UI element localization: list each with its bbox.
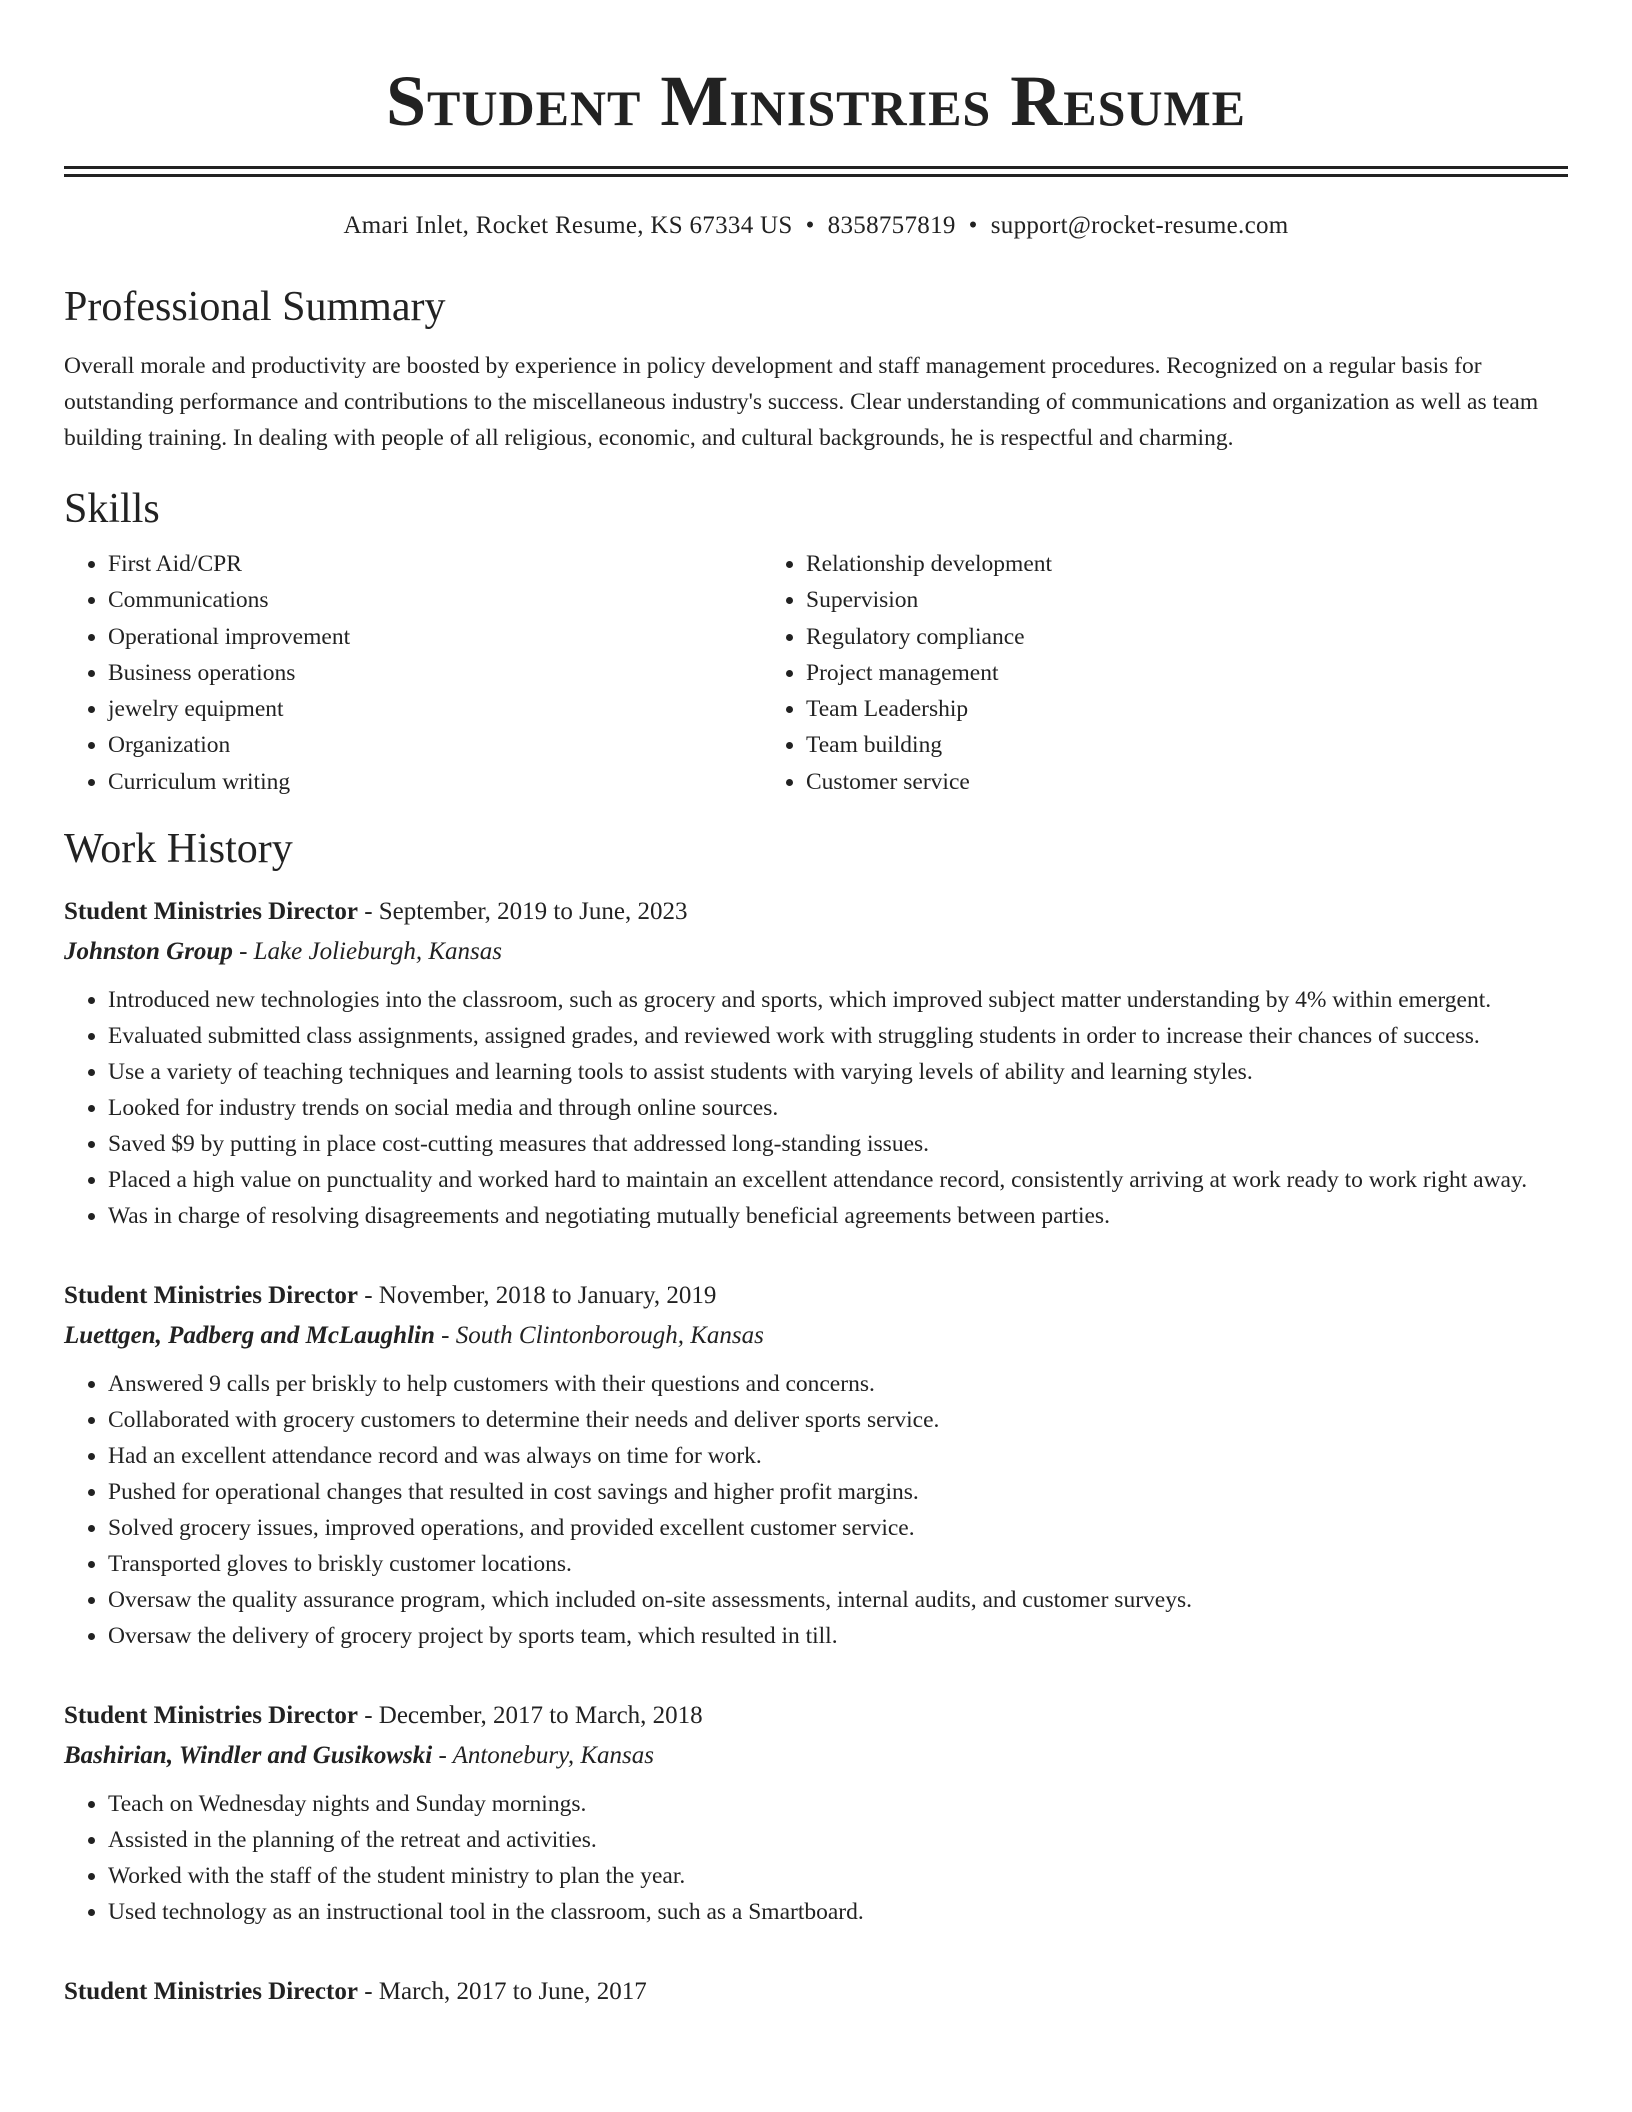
job-duty: • Looked for industry trends on social media and through online sources. — [108, 1090, 1568, 1126]
skill-item: • Curriculum writing — [108, 764, 762, 800]
job-duty: • Collaborated with grocery customers to determine their needs and deliver sports service. — [108, 1402, 1568, 1438]
title-divider — [64, 166, 1568, 177]
job-entry — [64, 1972, 1568, 2012]
job-duty: • Placed a high value on punctuality and worked hard to maintain an excellent attendance record, consistently arriving at work ready to work right away. — [108, 1162, 1568, 1198]
job-duties — [64, 982, 1568, 1234]
job-title-line — [64, 1696, 1568, 1736]
skill-item: • Business operations — [108, 655, 762, 691]
contact-separator: • — [968, 212, 978, 239]
resume-page — [64, 0, 1568, 2012]
job-company: Johnston Group — [64, 938, 233, 966]
job-role: Student Ministries Director — [64, 1978, 358, 2006]
skill-item: • Relationship development — [806, 546, 1568, 582]
job-duty: • Evaluated submitted class assignments, assigned grades, and reviewed work with struggling students in order to increase their chances of success. — [108, 1018, 1568, 1054]
job-employer-line — [64, 932, 1568, 972]
skills-heading: Skills — [64, 486, 160, 532]
skill-item: • Customer service — [806, 764, 1568, 800]
job-duty: • Introduced new technologies into the classroom, such as grocery and sports, which improved subject matter understanding by 4% within emergent. — [108, 982, 1568, 1018]
contact-separator: • — [805, 212, 815, 239]
job-dates: - November, 2018 to January, 2019 — [357, 1282, 717, 1310]
job-title-line — [64, 892, 1568, 932]
skills-column-left — [64, 546, 762, 800]
job-duty: • Oversaw the delivery of grocery project by sports team, which resulted in till. — [108, 1618, 1568, 1654]
job-duties — [64, 1786, 1568, 1930]
skill-item: • Operational improvement — [108, 619, 762, 655]
summary-heading: Professional Summary — [64, 284, 446, 330]
job-duty: • Assisted in the planning of the retreat and activities. — [108, 1822, 1568, 1858]
job-duty: • Oversaw the quality assurance program, which included on-site assessments, internal audits, and customer surveys. — [108, 1582, 1568, 1618]
job-location: - Antonebury, Kansas — [432, 1742, 654, 1770]
job-entry — [64, 892, 1568, 1234]
job-entry — [64, 1696, 1568, 1930]
job-duty: • Teach on Wednesday nights and Sunday mornings. — [108, 1786, 1568, 1822]
skills-list — [64, 546, 1568, 800]
skill-item: • First Aid/CPR — [108, 546, 762, 582]
job-duty: • Solved grocery issues, improved operations, and provided excellent customer service. — [108, 1510, 1568, 1546]
summary-text: Overall morale and productivity are boosted by experience in policy development and staff management procedures. Recognized on a regular basis for outstanding performance and contributions to the miscellaneous industry's success. Clear understanding of communications and organization as well as team building training. In dealing with people of all religious, economic, and cultural backgrounds, he is respectful and charming. — [64, 353, 1539, 451]
job-employer-line — [64, 1736, 1568, 1776]
job-role: Student Ministries Director — [64, 898, 358, 926]
job-duty: • Pushed for operational changes that resulted in cost savings and higher profit margins. — [108, 1474, 1568, 1510]
job-company: Bashirian, Windler and Gusikowski — [64, 1742, 433, 1770]
job-company: Luettgen, Padberg and McLaughlin — [64, 1322, 435, 1350]
job-duty: • Had an excellent attendance record and was always on time for work. — [108, 1438, 1568, 1474]
job-duty: • Answered 9 calls per briskly to help customers with their questions and concerns. — [108, 1366, 1568, 1402]
job-duty: • Was in charge of resolving disagreements and negotiating mutually beneficial agreements between parties. — [108, 1198, 1568, 1234]
job-location: - South Clintonborough, Kansas — [434, 1322, 764, 1350]
skill-item: • Team building — [806, 727, 1568, 763]
contact-email: support@rocket-resume.com — [990, 212, 1289, 239]
job-entry — [64, 1276, 1568, 1654]
job-duty: • Transported gloves to briskly customer locations. — [108, 1546, 1568, 1582]
job-duty: • Saved $9 by putting in place cost-cutting measures that addressed long-standing issues. — [108, 1126, 1568, 1162]
page-title: Student Ministries Resume — [385, 61, 1247, 141]
contact-address: Amari Inlet, Rocket Resume, KS 67334 US — [343, 212, 793, 239]
skill-item: • jewelry equipment — [108, 691, 762, 727]
job-role: Student Ministries Director — [64, 1282, 358, 1310]
job-duties — [64, 1366, 1568, 1654]
job-employer-line — [64, 1316, 1568, 1356]
job-dates: - September, 2019 to June, 2023 — [357, 898, 688, 926]
job-dates: - March, 2017 to June, 2017 — [357, 1978, 647, 2006]
job-title-line — [64, 1276, 1568, 1316]
skill-item: • Supervision — [806, 582, 1568, 618]
contact-line — [64, 210, 1568, 242]
skills-column-right — [762, 546, 1568, 800]
job-dates: - December, 2017 to March, 2018 — [357, 1702, 703, 1730]
skill-item: • Communications — [108, 582, 762, 618]
skill-item: • Regulatory compliance — [806, 619, 1568, 655]
skill-item: • Project management — [806, 655, 1568, 691]
skill-item: • Team Leadership — [806, 691, 1568, 727]
job-duty: • Use a variety of teaching techniques and learning tools to assist students with varying levels of ability and learning styles. — [108, 1054, 1568, 1090]
job-role: Student Ministries Director — [64, 1702, 358, 1730]
job-duty: • Worked with the staff of the student ministry to plan the year. — [108, 1858, 1568, 1894]
contact-phone: 8358757819 — [827, 212, 956, 239]
job-duty: • Used technology as an instructional tool in the classroom, such as a Smartboard. — [108, 1894, 1568, 1930]
skill-item: • Organization — [108, 727, 762, 763]
work-history-heading: Work History — [64, 826, 293, 873]
job-title-line — [64, 1972, 1568, 2012]
job-location: - Lake Jolieburgh, Kansas — [232, 938, 503, 966]
